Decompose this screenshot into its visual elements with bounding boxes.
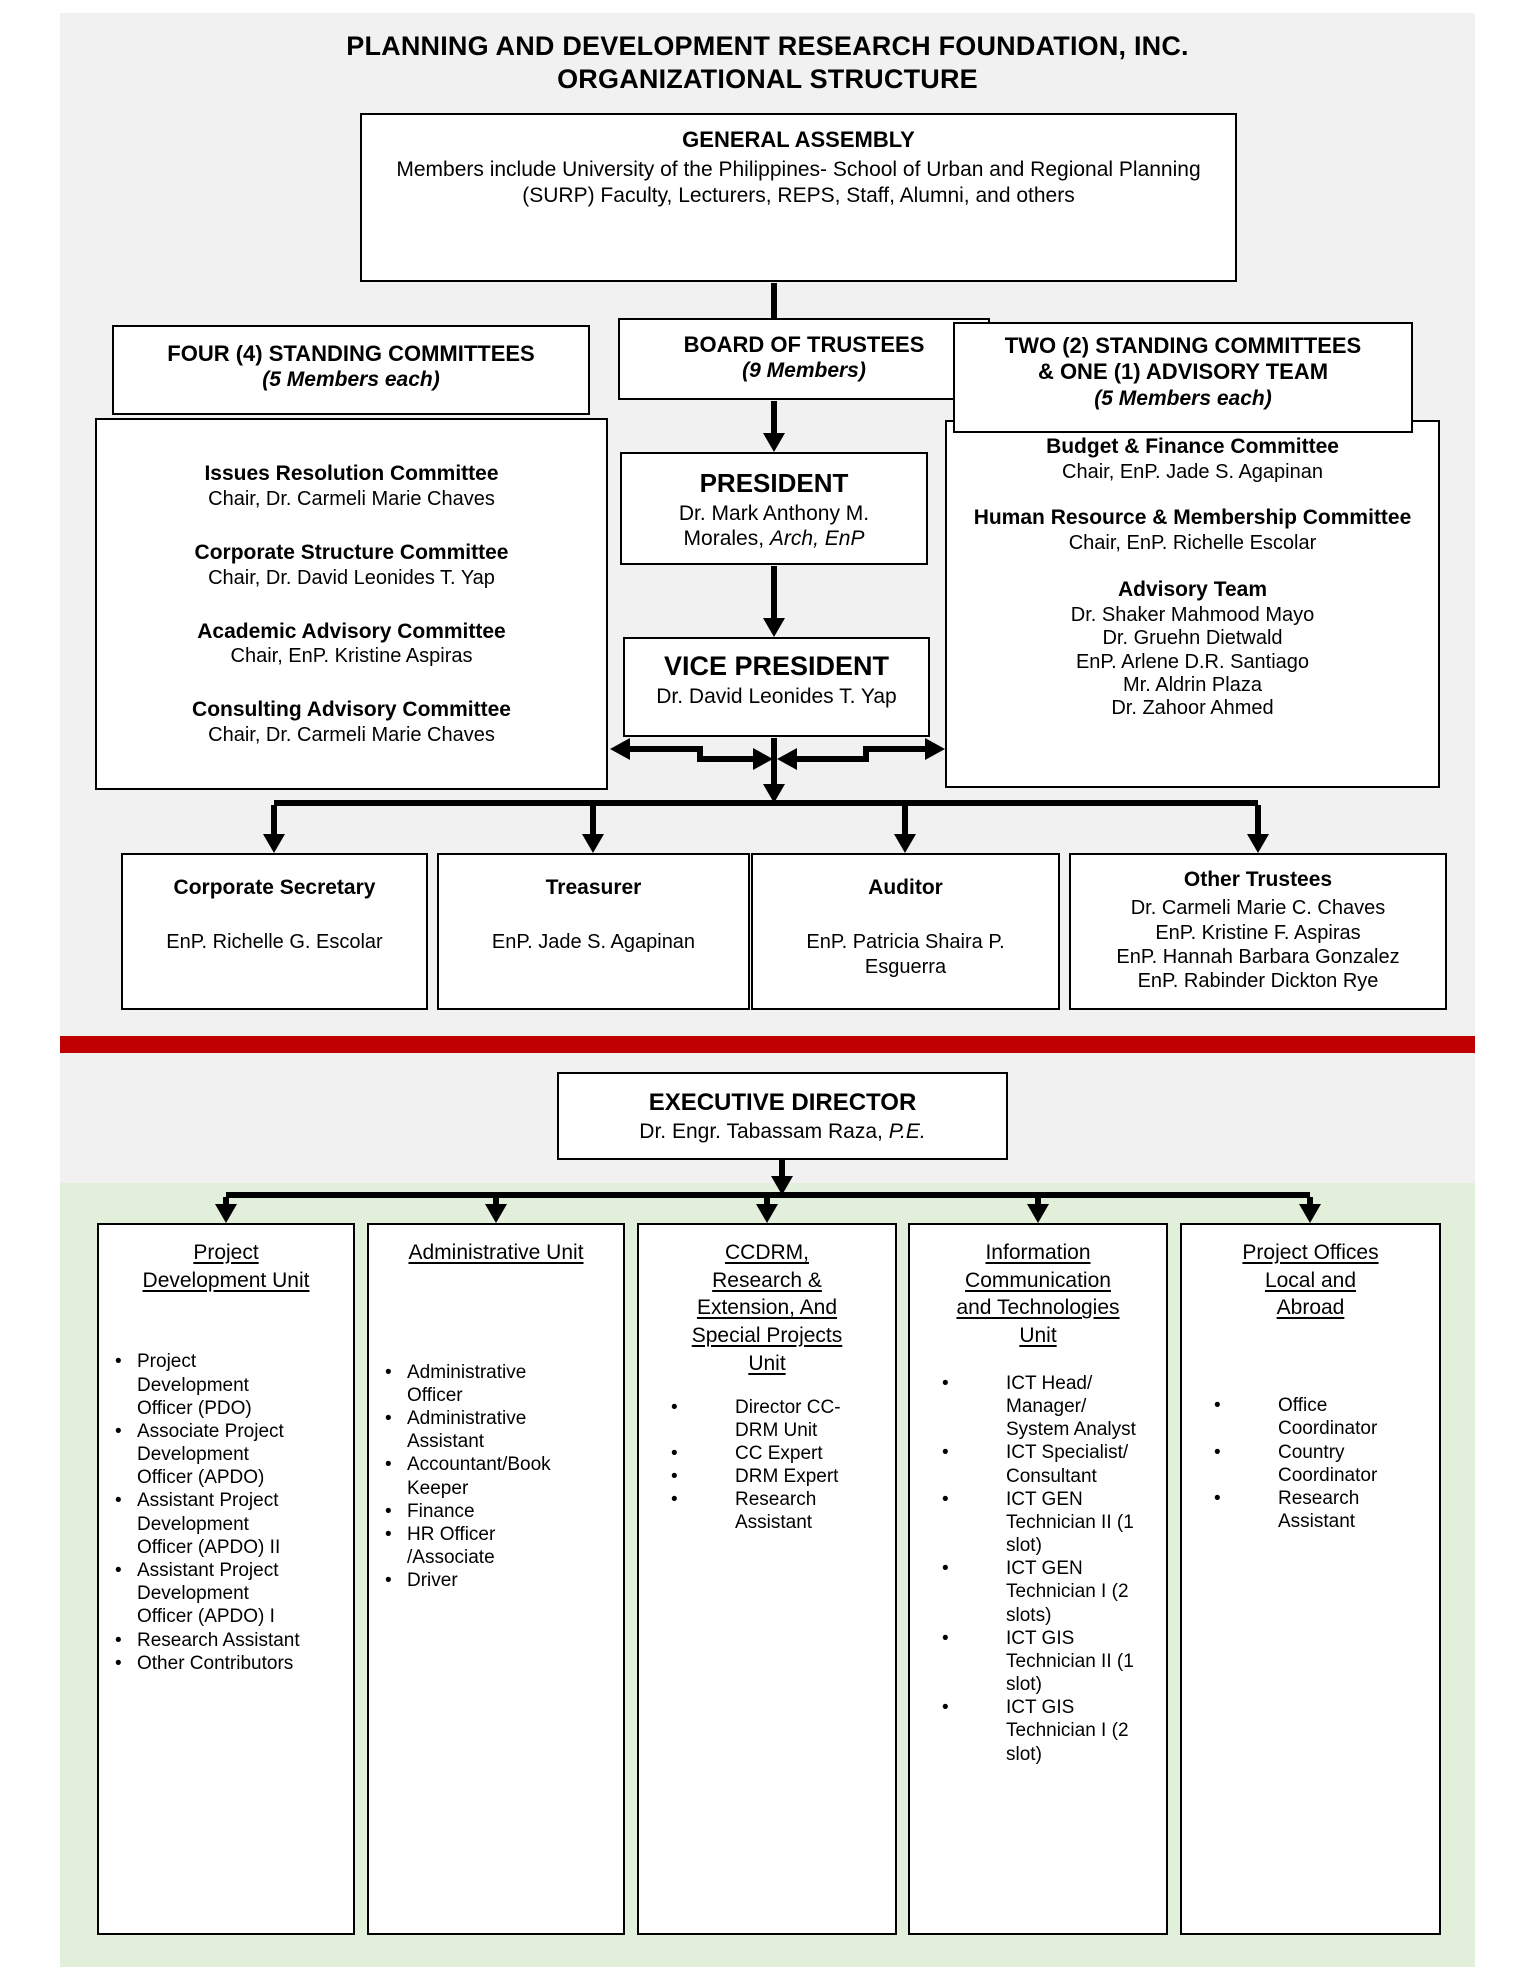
officer-name: EnP. Rabinder Dickton Rye [1137, 970, 1379, 993]
committee-chair: Chair, Dr. Carmeli Marie Chaves [208, 724, 495, 747]
unit-role-item: • Accountant/Book Keeper [385, 1453, 577, 1499]
unit-role-item: • Assistant Project Development Officer (APDO) II [115, 1489, 307, 1559]
general-assembly-title: GENERAL ASSEMBLY [682, 127, 915, 152]
unit-role-item: • Country Coordinator [1198, 1441, 1413, 1487]
unit-role-item: • Research Assistant [655, 1488, 869, 1534]
advisory-team-member: EnP. Arlene D.R. Santiago [1075, 650, 1310, 673]
committee-entry [97, 698, 606, 747]
unit-role-list [910, 1372, 1166, 1766]
divider-bar [60, 1036, 1475, 1053]
unit-role-item: • Research Assistant [1198, 1487, 1413, 1533]
header-line: & ONE (1) ADVISORY TEAM [1037, 359, 1329, 385]
committee-name: Issues Resolution Committee [204, 462, 499, 485]
standing-committees-left-box [95, 418, 608, 790]
unit-title: Project Development Unit [142, 1241, 310, 1292]
unit-title: Information Communication and Technologies Unit [956, 1241, 1120, 1348]
committee-entry [947, 506, 1438, 555]
unit-role-item: • ICT GIS Technician II (1 slot) [926, 1627, 1140, 1697]
committee-name: Human Resource & Membership Committee [973, 505, 1412, 529]
unit-role-list [1182, 1394, 1439, 1533]
unit-role-item: • ICT GEN Technician I (2 slots) [926, 1557, 1140, 1627]
unit-role-item: • Administrative Officer [385, 1361, 577, 1407]
page-title-line2: ORGANIZATIONAL STRUCTURE [557, 63, 978, 94]
president-title: PRESIDENT [699, 468, 849, 498]
two-standing-committees-header-box [953, 322, 1413, 433]
other-trustees-box [1069, 853, 1447, 1010]
unit-role-item: • Office Coordinator [1198, 1394, 1413, 1440]
corporate-secretary-box [121, 853, 428, 1010]
board-of-trustees-title: BOARD OF TRUSTEES [683, 332, 925, 357]
officer-name: EnP. Patricia Shaira P. Esguerra [806, 931, 1005, 978]
executive-director-name-prefix: Dr. Engr. Tabassam Raza, [639, 1120, 889, 1143]
officer-name: Dr. Carmeli Marie C. Chaves [1130, 897, 1386, 920]
vice-president-title: VICE PRESIDENT [663, 651, 890, 681]
officer-name: EnP. Richelle G. Escolar [166, 931, 383, 954]
unit-title: CCDRM, Research & Extension, And Special Projects Unit [691, 1241, 843, 1375]
committee-chair: Chair, Dr. David Leonides T. Yap [208, 566, 495, 589]
president-box [620, 452, 928, 565]
committee-chair: Chair, EnP. Richelle Escolar [1068, 531, 1317, 554]
advisory-team [947, 577, 1438, 721]
ict-unit-box [908, 1223, 1168, 1935]
ccdrm-research-extension-unit-box [637, 1223, 897, 1935]
unit-role-item: • Assistant Project Development Officer (APDO) I [115, 1559, 307, 1629]
unit-role-item: • ICT GEN Technician II (1 slot) [926, 1488, 1140, 1558]
executive-director-box [557, 1072, 1008, 1160]
header-line: TWO (2) STANDING COMMITTEES [1004, 333, 1362, 358]
treasurer-box [437, 853, 750, 1010]
general-assembly-box [360, 113, 1237, 282]
advisory-team-member: Dr. Shaker Mahmood Mayo [1070, 603, 1315, 626]
president-name-line1: Dr. Mark Anthony M. [678, 502, 870, 525]
officer-name: EnP. Jade S. Agapinan [491, 931, 696, 954]
unit-role-item: • Associate Project Development Officer (APDO) [115, 1420, 307, 1490]
officer-title: Other Trustees [1183, 868, 1333, 891]
header-members-note: (5 Members each) [262, 368, 440, 392]
vice-president-name: Dr. David Leonides T. Yap [656, 685, 897, 708]
four-standing-committees-header-box [112, 325, 590, 415]
committee-entry [97, 462, 606, 511]
advisory-team-member: Dr. Gruehn Dietwald [1102, 627, 1283, 650]
advisory-team-member: Mr. Aldrin Plaza [1123, 673, 1262, 696]
committee-name: Budget & Finance Committee [1046, 435, 1339, 458]
officer-name: EnP. Kristine F. Aspiras [1155, 921, 1361, 944]
unit-role-item: • CC Expert [655, 1442, 869, 1465]
unit-role-list [639, 1396, 895, 1535]
unit-role-item: • Finance [385, 1500, 577, 1523]
unit-role-list [99, 1350, 353, 1674]
header-members-note: (5 Members each) [1094, 386, 1272, 410]
administrative-unit-box [367, 1223, 625, 1935]
committee-chair: Chair, EnP. Kristine Aspiras [230, 645, 473, 668]
header-line: FOUR (4) STANDING COMMITTEES [167, 341, 535, 366]
page-title-line1: PLANNING AND DEVELOPMENT RESEARCH FOUNDATION, INC. [346, 31, 1189, 61]
executive-director-name [559, 1119, 1006, 1144]
unit-role-item: • Project Development Officer (PDO) [115, 1350, 307, 1420]
advisory-team-member: Dr. Zahoor Ahmed [1111, 697, 1274, 720]
unit-role-item: • ICT Specialist/ Consultant [926, 1441, 1140, 1487]
committee-name: Corporate Structure Committee [194, 540, 509, 564]
president-name-prefix: Morales, [683, 527, 770, 551]
unit-role-item: • ICT GIS Technician I (2 slot) [926, 1696, 1140, 1766]
committee-entry [97, 541, 606, 590]
committee-chair: Chair, Dr. Carmeli Marie Chaves [208, 487, 495, 510]
committee-entry [97, 620, 606, 669]
page-title [60, 30, 1475, 96]
auditor-box [751, 853, 1060, 1010]
general-assembly-description: Members include University of the Philippines- School of Urban and Regional Planning (SURP) Faculty, Lecturers, REPS, Staff, Alumni, and others [396, 158, 1201, 207]
president-name-line2 [622, 526, 926, 551]
committee-name: Academic Advisory Committee [197, 619, 506, 643]
project-development-unit-box [97, 1223, 355, 1935]
vice-president-box [623, 637, 930, 737]
officer-title: Treasurer [545, 876, 642, 899]
unit-role-item: • HR Officer /Associate [385, 1523, 577, 1569]
unit-title: Project Offices Local and Abroad [1242, 1241, 1379, 1320]
officer-title: Auditor [868, 876, 943, 899]
committee-entry [947, 435, 1438, 484]
unit-role-item: • Administrative Assistant [385, 1407, 577, 1453]
officer-title: Corporate Secretary [173, 876, 376, 899]
unit-role-item: • Research Assistant [115, 1629, 307, 1652]
executive-director-credentials: P.E. [888, 1120, 926, 1143]
unit-role-item: • Driver [385, 1569, 577, 1592]
officer-name: EnP. Hannah Barbara Gonzalez [1116, 945, 1400, 968]
standing-committees-right-box [945, 420, 1440, 788]
unit-role-item: • Other Contributors [115, 1652, 307, 1675]
unit-role-item: • ICT Head/ Manager/ System Analyst [926, 1372, 1140, 1442]
board-of-trustees-subtitle: (9 Members) [742, 359, 866, 383]
advisory-team-title: Advisory Team [1118, 577, 1267, 601]
executive-director-title: EXECUTIVE DIRECTOR [648, 1089, 917, 1116]
unit-role-item: • Director CC-DRM Unit [655, 1396, 869, 1442]
committee-chair: Chair, EnP. Jade S. Agapinan [1062, 460, 1323, 483]
board-of-trustees-box [618, 318, 990, 400]
committee-name: Consulting Advisory Committee [192, 698, 511, 722]
unit-role-item: • DRM Expert [655, 1465, 869, 1488]
president-credentials: Arch, EnP [769, 527, 865, 551]
project-offices-box [1180, 1223, 1441, 1935]
unit-role-list [369, 1361, 623, 1593]
unit-title: Administrative Unit [408, 1241, 584, 1264]
